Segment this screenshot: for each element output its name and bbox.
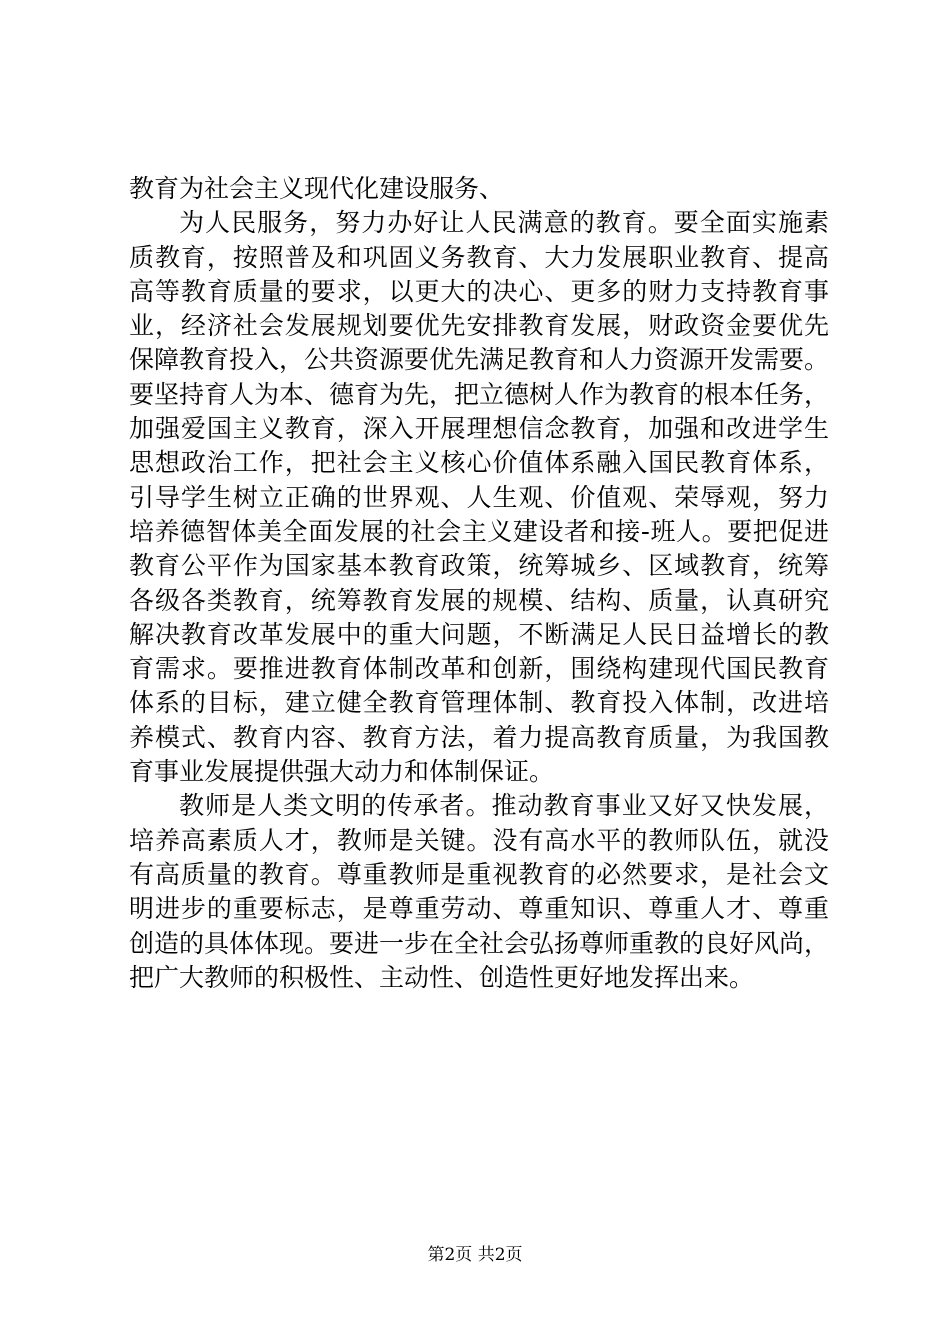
text-line: 教育为社会主义现代化建设服务、 (129, 174, 505, 203)
text-line: 养模式、教育内容、教育方法，着力提高教育质量，为我国教 (129, 722, 829, 752)
text-line: 加强爱国主义教育，深入开展理想信念教育，加强和改进学生 (129, 414, 829, 444)
text-line: 业，经济社会发展规划要优先安排教育发展，财政资金要优先 (129, 311, 829, 341)
text-line: 教育公平作为国家基本教育政策，统筹城乡、区域教育，统筹 (129, 551, 829, 581)
text-line: 有高质量的教育。尊重教师是重视教育的必然要求，是社会文 (129, 859, 829, 889)
text-line: 思想政治工作，把社会主义核心价值体系融入国民教育体系， (129, 448, 829, 478)
text-line: 明进步的重要标志，是尊重劳动、尊重知识、尊重人才、尊重 (129, 894, 829, 924)
document-body (129, 172, 829, 995)
text-line: 质教育，按照普及和巩固义务教育、大力发展职业教育、提高 (129, 242, 829, 272)
text-line: 各级各类教育，统筹教育发展的规模、结构、质量，认真研究 (129, 585, 829, 615)
text-line: 育需求。要推进教育体制改革和创新，围绕构建现代国民教育 (129, 654, 829, 684)
text-line: 体系的目标，建立健全教育管理体制、教育投入体制，改进培 (129, 688, 829, 718)
text-line: 解决教育改革发展中的重大问题，不断满足人民日益增长的教 (129, 619, 829, 649)
text-line: 引导学生树立正确的世界观、人生观、价值观、荣辱观，努力 (129, 482, 829, 512)
text-line: 培养高素质人才，教师是关键。没有高水平的教师队伍，就没 (129, 825, 829, 855)
text-line: 创造的具体体现。要进一步在全社会弘扬尊师重教的良好风尚， (129, 928, 830, 958)
page-number: 第2页 共2页 (427, 1245, 523, 1265)
text-line: 培养德智体美全面发展的社会主义建设者和接-班人。要把促进 (129, 516, 829, 546)
text-line: 把广大教师的积极性、主动性、创造性更好地发挥出来。 (129, 962, 755, 992)
text-line: 教师是人类文明的传承者。推动教育事业又好又快发展， (179, 791, 829, 821)
text-line: 为人民服务，努力办好让人民满意的教育。要全面实施素 (179, 208, 829, 238)
text-line: 要坚持育人为本、德育为先，把立德树人作为教育的根本任务， (129, 379, 830, 409)
text-line: 高等教育质量的要求，以更大的决心、更多的财力支持教育事 (129, 276, 829, 306)
text-line: 保障教育投入，公共资源要优先满足教育和人力资源开发需要。 (129, 345, 830, 375)
text-line: 育事业发展提供强大动力和体制保证。 (129, 757, 555, 787)
